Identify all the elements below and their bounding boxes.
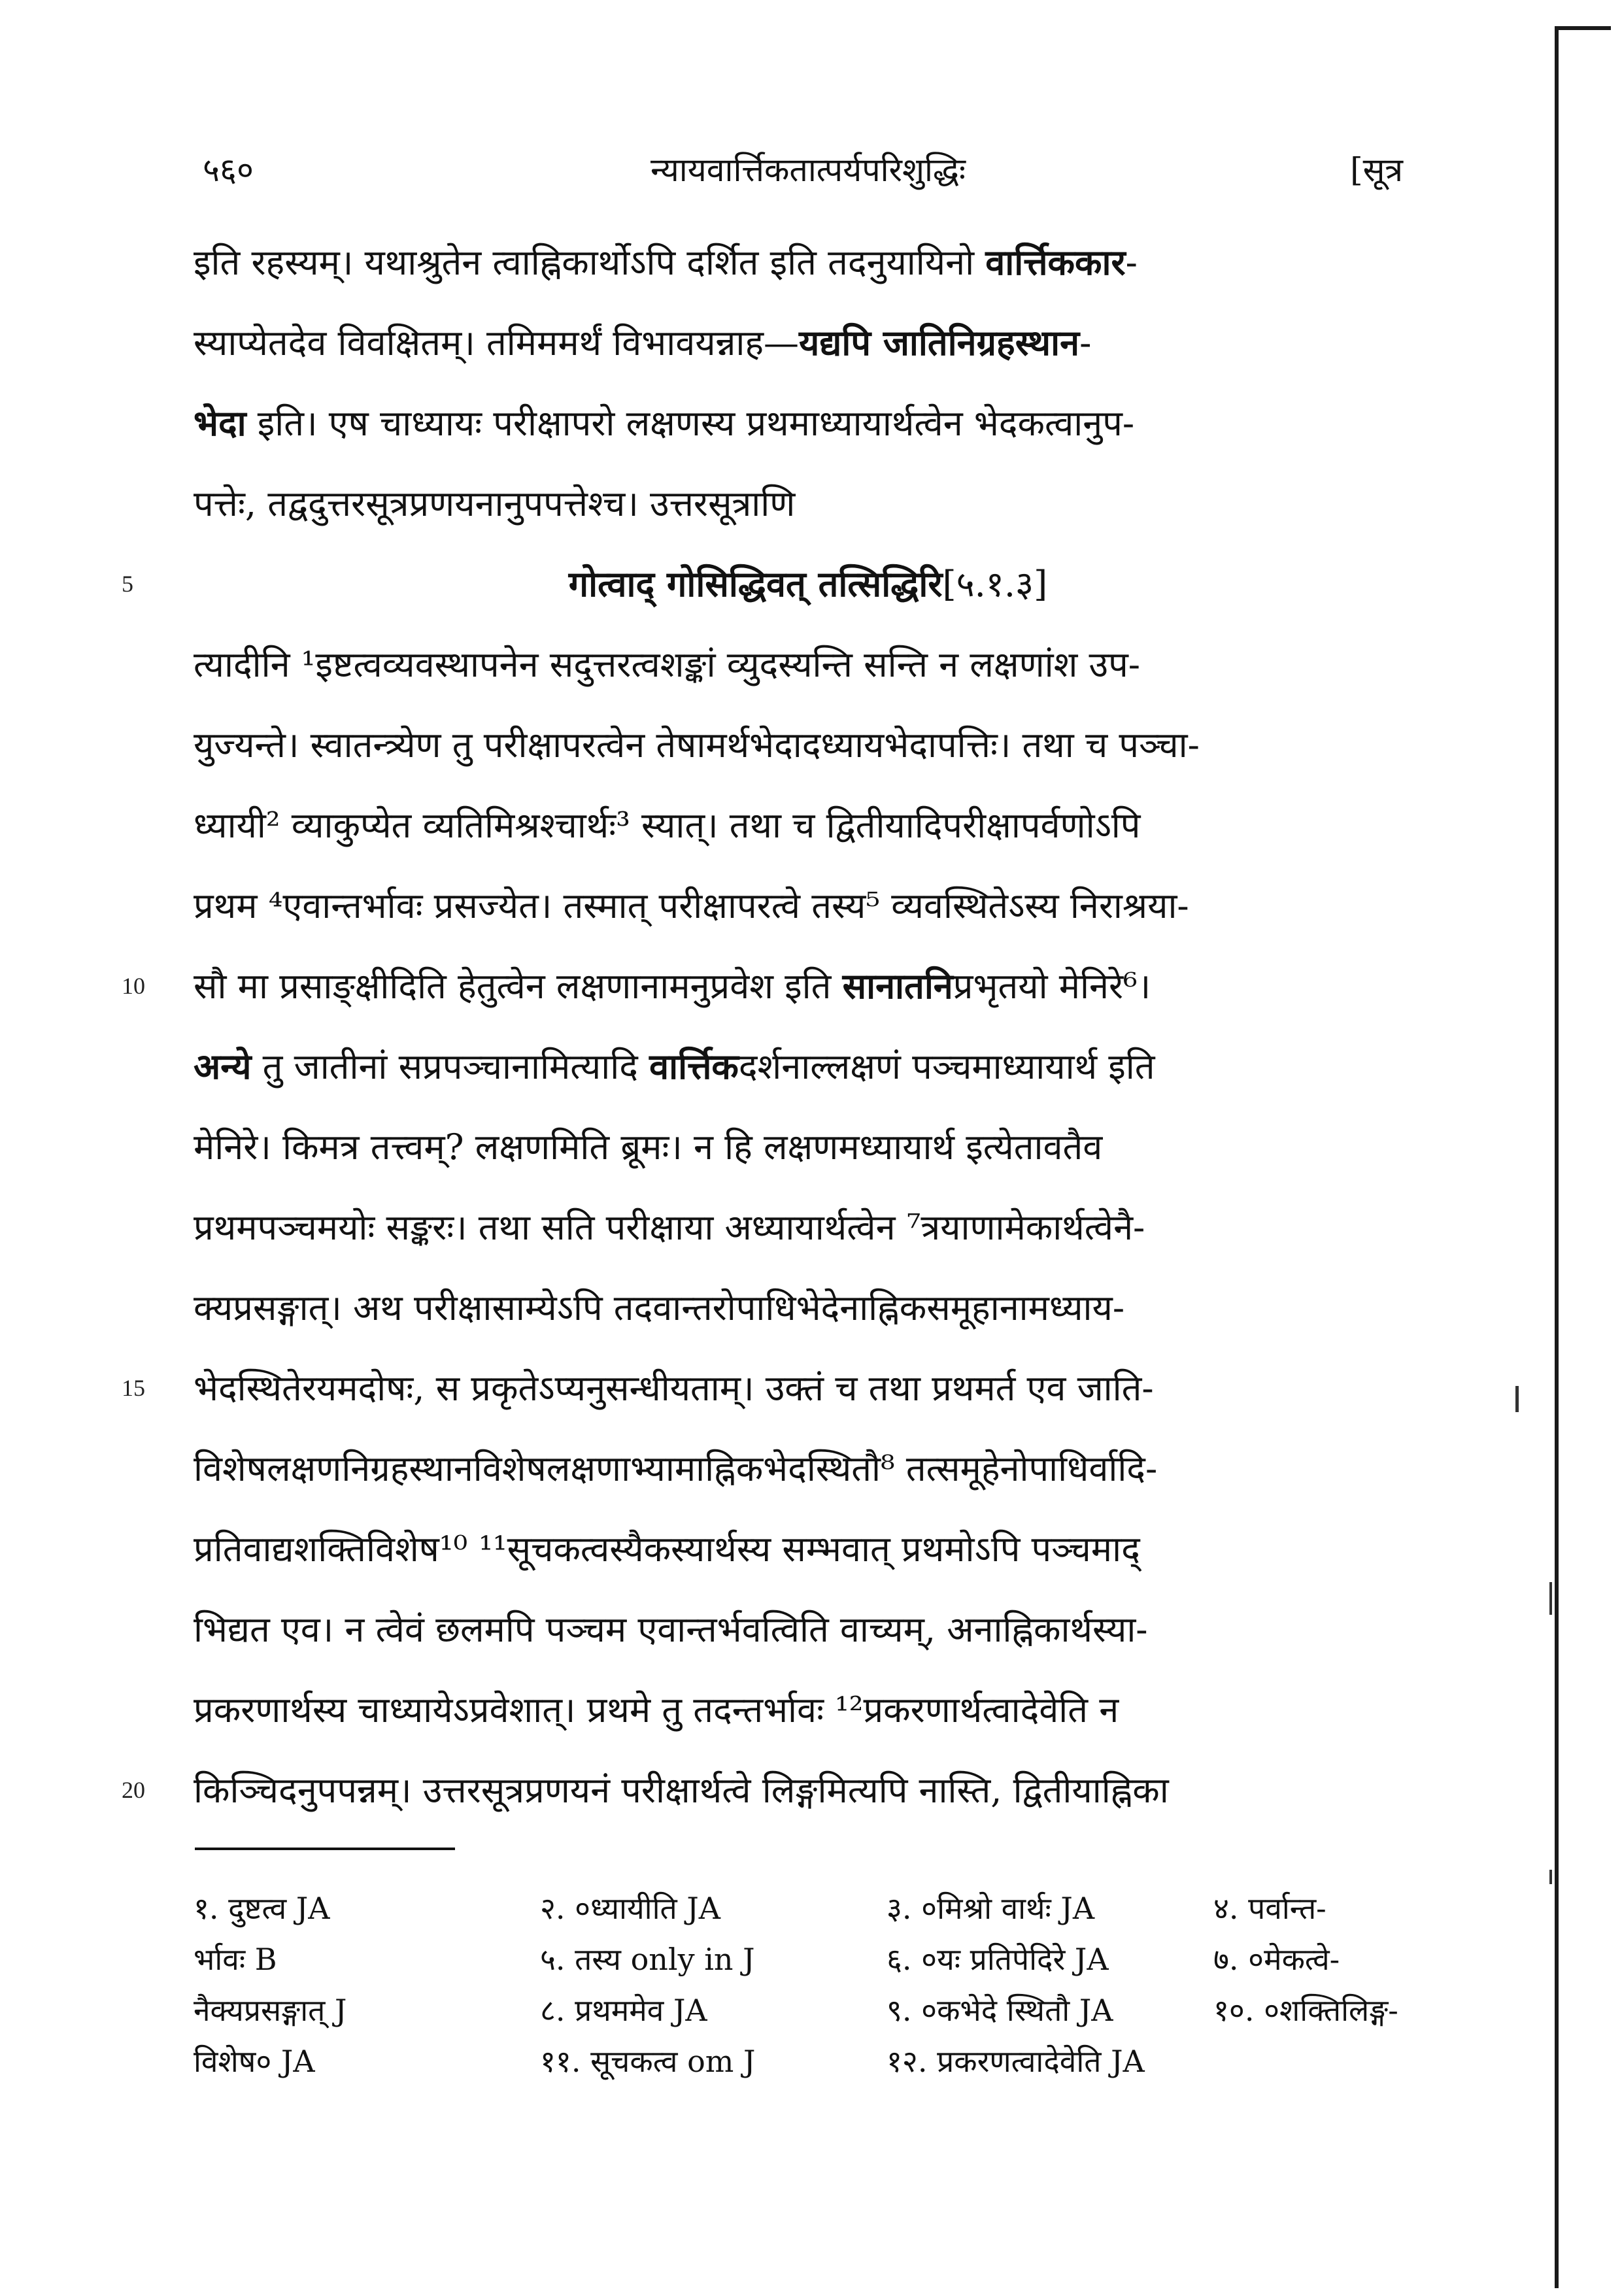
footnote-rule — [195, 1848, 455, 1850]
text-segment: क्यप्रसङ्गात्। अथ परीक्षासाम्येऽपि तदवान्तरोपाधिभेदेनाह्निकसमूहानामध्याय- — [194, 1287, 1125, 1328]
scan-edge-corner — [1555, 26, 1611, 30]
text-segment: विशेषलक्षणनिग्रहस्थानविशेषलक्षणाभ्यामाह्निकभेदस्थितौ⁸ तत्समूहेनोपाधिर्वादि- — [194, 1448, 1158, 1489]
text-segment: तु जातीनां सप्रपञ्चानामित्यादि — [251, 1046, 650, 1087]
text-segment: भेदस्थितेरयमदोषः, स प्रकृतेऽप्यनुसन्धीयताम्। उक्तं च तथा प्रथमर्त एव जाति- — [194, 1368, 1154, 1409]
scan-edge-line — [1555, 26, 1559, 2288]
scan-speck — [1549, 1870, 1552, 1884]
text-line — [194, 222, 1423, 303]
text-segment: भिद्यत एव। न त्वेवं छलमपि पञ्चम एवान्तर्भवत्विति वाच्यम्, अनाह्निकार्थस्या- — [194, 1609, 1148, 1650]
footnote-entry: ३. ०मिश्रो वार्थः JA — [887, 1891, 1095, 1926]
text-segment: प्रकरणार्थस्य चाध्यायेऽप्रवेशात्। प्रथमे तु तदन्तर्भावः ¹²प्रकरणार्थत्वादेवेति न — [194, 1689, 1119, 1730]
text-segment: मेनिरे। किमत्र तत्त्वम्? लक्षणमिति ब्रूमः। न हि लक्षणमध्यायार्थ इत्येतावतैव — [194, 1126, 1103, 1168]
text-line — [194, 866, 1423, 946]
text-line — [194, 1026, 1423, 1107]
text-segment: युज्यन्ते। स्वातन्त्र्येण तु परीक्षापरत्वेन तेषामर्थभेदादध्यायभेदापत्तिः। तथा च पञ्चा- — [194, 724, 1200, 766]
text-segment: प्रभृतयो मेनिरे⁶। — [953, 966, 1151, 1007]
text-line — [194, 383, 1423, 464]
text-line — [194, 1509, 1423, 1589]
text-segment: इति रहस्यम्। यथाश्रुतेन त्वाह्निकार्थोऽपि दर्शित इति तदनुयायिनो — [194, 242, 986, 283]
footnote-entry: १२. प्रकरणत्वादेवेति JA — [887, 2044, 1145, 2079]
scan-speck — [1515, 1386, 1519, 1412]
text-line — [194, 303, 1423, 383]
footnote-line — [194, 1985, 1429, 2036]
footnote-entry: विशेष० JA — [194, 2044, 315, 2079]
text-segment: इति। एष चाध्यायः परीक्षापरो लक्षणस्य प्रथमाध्यायार्थत्वेन भेदकत्वानुप- — [246, 403, 1135, 444]
bold-term: सानातनि — [842, 965, 953, 1007]
section-label: [सूत्र — [1350, 151, 1403, 189]
text-segment: ध्यायी² व्याकुप्येत व्यतिमिश्रश्चार्थः³ स्यात्। तथा च द्वितीयादिपरीक्षापर्वणोऽपि — [194, 805, 1141, 846]
footnote-entry: ५. तस्य only in J — [540, 1942, 755, 1977]
line-number: 5 — [122, 571, 133, 597]
text-segment: - — [1125, 242, 1138, 283]
bold-term: गोत्वाद् गोसिद्धिवत् तत्सिद्धिरि — [568, 563, 943, 605]
text-segment: किञ्चिदनुपपन्नम्। उत्तरसूत्रप्रणयनं परीक्षार्थत्वे लिङ्गमित्यपि नास्ति, द्वितीयाह्निका — [194, 1770, 1169, 1811]
line-number: 20 — [122, 1777, 145, 1803]
footnote-entry: नैक्यप्रसङ्गात् J — [194, 1993, 347, 2028]
bold-term: भेदा — [194, 402, 246, 444]
footnote-line — [194, 1883, 1429, 1934]
footnote-entry: २. ०ध्यायीति JA — [540, 1891, 720, 1926]
bold-term: वार्त्तिक — [649, 1045, 739, 1087]
line-number: 15 — [122, 1375, 145, 1401]
text-line — [194, 1187, 1423, 1268]
text-line — [194, 946, 1423, 1026]
main-text — [194, 222, 1423, 1831]
text-line — [194, 1750, 1423, 1831]
page-number: ५६० — [203, 151, 254, 189]
text-segment: दर्शनाल्लक्षणं पञ्चमाध्यायार्थ इति — [738, 1046, 1155, 1087]
footnote-entry: ८. प्रथममेव JA — [540, 1993, 707, 2028]
text-line — [194, 1589, 1423, 1670]
text-line — [194, 624, 1423, 705]
footnote-line — [194, 1934, 1429, 1985]
bold-term: वार्त्तिककार — [985, 241, 1126, 283]
footnote-entry: १. दुष्टत्व JA — [194, 1891, 330, 1926]
running-title: न्यायवार्त्तिकतात्पर्यपरिशुद्धिः — [650, 151, 966, 189]
footnotes — [194, 1883, 1429, 2087]
scan-speck — [1549, 1582, 1552, 1615]
text-segment: प्रथम ⁴एवान्तर्भावः प्रसज्येत। तस्मात् परीक्षापरत्वे तस्य⁵ व्यवस्थितेऽस्य निराश्रया- — [194, 885, 1189, 926]
footnote-entry: ४. पर्वान्त- — [1213, 1891, 1326, 1926]
text-line — [194, 1268, 1423, 1348]
footnote-entry: ६. ०यः प्रतिपेदिरे JA — [887, 1942, 1109, 1977]
footnote-entry: र्भावः B — [194, 1942, 277, 1977]
text-line — [194, 464, 1423, 544]
text-line — [194, 1670, 1423, 1750]
footnote-entry: ११. सूचकत्व om J — [540, 2044, 756, 2079]
text-segment: प्रथमपञ्चमयोः सङ्करः। तथा सति परीक्षाया अध्यायार्थत्वेन ⁷त्रयाणामेकार्थत्वेनै- — [194, 1207, 1145, 1248]
footnote-entry: ७. ०मेकत्वे- — [1213, 1942, 1340, 1977]
text-segment: - — [1079, 322, 1092, 363]
text-segment: प्रतिवाद्यशक्तिविशेष¹⁰ ¹¹सूचकत्वस्यैकस्यार्थस्य सम्भवात् प्रथमोऽपि पञ्चमाद् — [194, 1528, 1140, 1570]
running-head — [194, 143, 1423, 201]
text-line — [194, 785, 1423, 866]
sutra-line — [194, 544, 1423, 624]
bold-term: अन्ये — [194, 1045, 252, 1087]
text-segment: स्याप्येतदेव विवक्षितम्। तमिममर्थं विभावयन्नाह— — [194, 322, 800, 363]
footnote-line — [194, 2036, 1429, 2087]
text-line — [194, 705, 1423, 785]
text-line — [194, 1107, 1423, 1187]
text-segment: पत्तेः, तद्वदुत्तरसूत्रप्रणयनानुपपत्तेश्च। उत्तरसूत्राणि — [194, 483, 796, 524]
text-segment: [५.१.३] — [942, 564, 1048, 605]
footnote-entry: १०. ०शक्तिलिङ्ग- — [1213, 1993, 1398, 2028]
text-segment: त्यादीनि ¹इष्टत्वव्यवस्थापनेन सदुत्तरत्वशङ्कां व्युदस्यन्ति सन्ति न लक्षणांश उप- — [194, 644, 1141, 685]
text-line — [194, 1428, 1423, 1509]
footnote-entry: ९. ०कभेदे स्थितौ JA — [887, 1993, 1113, 2028]
text-segment: सौ मा प्रसाङ्क्षीदिति हेतुत्वेन लक्षणानामनुप्रवेश इति — [194, 966, 843, 1007]
text-line — [194, 1348, 1423, 1428]
bold-term: यद्यपि जातिनिग्रहस्थान — [799, 322, 1080, 363]
line-number: 10 — [122, 973, 145, 999]
